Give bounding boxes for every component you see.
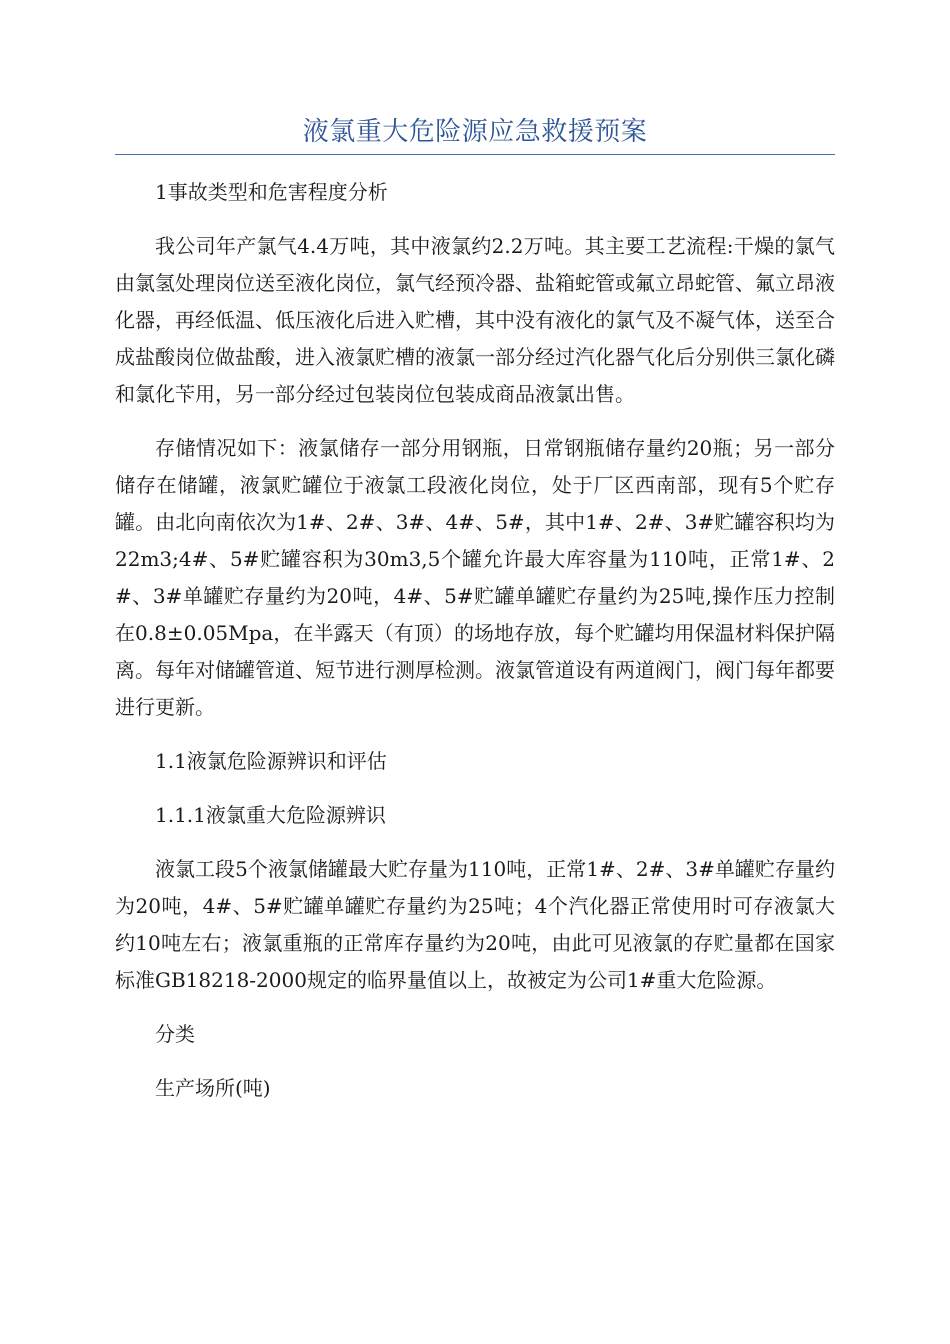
title-underline (115, 154, 835, 155)
section-heading: 1.1.1液氯重大危险源辨识 (155, 803, 386, 827)
paragraph: 液氯工段5个液氯储罐最大贮存量为110吨，正常1#、2#、3#单罐贮存量约为20吨，4#、5#贮罐单罐贮存量约为25吨；4个汽化器正常使用时可存液氯大约10吨左右；液氯重瓶的正常库存量约为20吨，由此可见液氯的存贮量都在国家标准GB18218-2000规定的临界量值以上，故被定为公司1#重大危险源。 (115, 857, 835, 992)
table-label: 生产场所(吨) (155, 1076, 271, 1100)
document-body (115, 174, 835, 1124)
section-heading: 1.1液氯危险源辨识和评估 (155, 749, 387, 773)
document-title: 液氯重大危险源应急救援预案 (302, 117, 648, 147)
paragraph: 我公司年产氯气4.4万吨，其中液氯约2.2万吨。其主要工艺流程:干燥的氯气由氯氢处理岗位送至液化岗位，氯气经预冷器、盐箱蛇管或氟立昂蛇管、氟立昂液化器，再经低温、低压液化后进入贮槽，其中没有液化的氯气及不凝气体，送至合成盐酸岗位做盐酸，进入液氯贮槽的液氯一部分经过汽化器气化后分别供三氯化磷和氯化苄用，另一部分经过包装岗位包装成商品液氯出售。 (115, 234, 835, 406)
table-label: 分类 (155, 1022, 195, 1046)
paragraph: 存储情况如下：液氯储存一部分用钢瓶，日常钢瓶储存量约20瓶；另一部分储存在储罐，液氯贮罐位于液氯工段液化岗位，处于厂区西南部，现有5个贮存罐。由北向南依次为1#、2#、3#、4#、5#，其中1#、2#、3#贮罐容积均为22m3;4#、5#贮罐容积为30m3,5个罐允许最大库容量为110吨，正常1#、2#、3#单罐贮存量约为20吨，4#、5#贮罐单罐贮存量约为25吨,操作压力控制在0.8±0.05Mpa，在半露天（有顶）的场地存放，每个贮罐均用保温材料保护隔离。每年对储罐管道、短节进行测厚检测。液氯管道设有两道阀门，阀门每年都要进行更新。 (115, 436, 835, 719)
section-heading: 1事故类型和危害程度分析 (155, 180, 388, 204)
